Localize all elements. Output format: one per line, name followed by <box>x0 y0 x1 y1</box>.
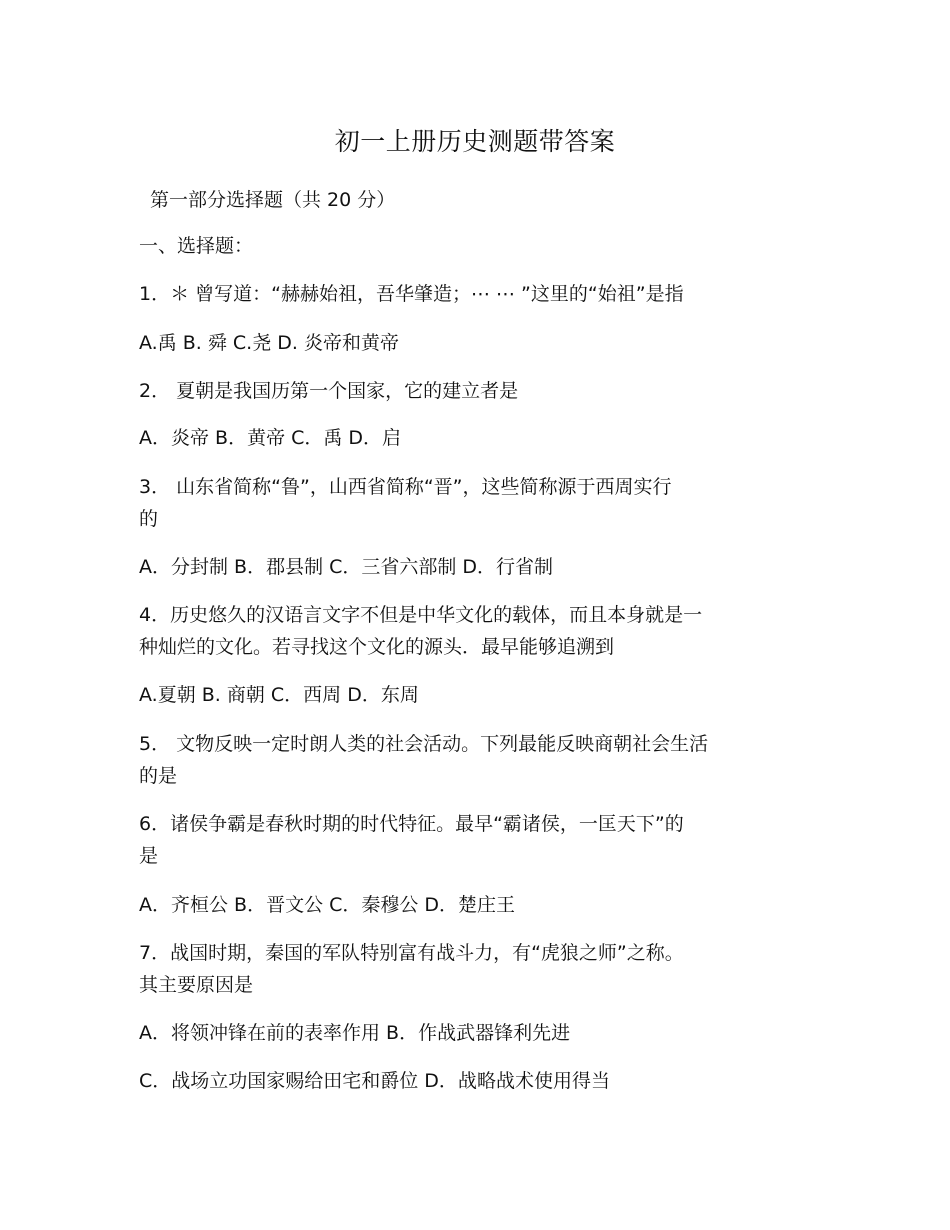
question-1: 1．＊ 曾写道：“赫赫始祖，吾华肇造；⋯ ⋯ ”这里的“始祖”是指 <box>139 283 684 305</box>
question-4-options: A.夏朝 B. 商朝 C．西周 D．东周 <box>139 684 419 706</box>
document-title: 初一上册历史测题带答案 <box>334 127 616 156</box>
question-7-cont: 其主要原因是 <box>139 974 254 996</box>
question-3: 3． 山东省简称“鲁”，山西省简称“晋”，这些简称源于西周实行 <box>139 476 672 498</box>
question-3-options: A．分封制 B．郡县制 C．三省六部制 D．行省制 <box>139 556 554 578</box>
question-3-cont: 的 <box>139 508 159 530</box>
section-heading: 第一部分选择题（共 20 分） <box>150 189 396 211</box>
question-type-heading: 一、选择题： <box>139 235 254 257</box>
question-6-cont: 是 <box>139 845 159 867</box>
question-7-options-ab: A．将领冲锋在前的表率作用 B．作战武器锋利先进 <box>139 1022 571 1044</box>
question-4: 4．历史悠久的汉语言文字不但是中华文化的载体，而且本身就是一 <box>139 604 703 626</box>
question-4-cont: 种灿烂的文化。若寻找这个文化的源头．最早能够追溯到 <box>139 636 615 658</box>
question-2: 2． 夏朝是我国历第一个国家，它的建立者是 <box>139 380 519 402</box>
question-1-options: A.禹 B. 舜 C.尧 D. 炎帝和黄帝 <box>139 332 399 354</box>
question-2-options: A．炎帝 B．黄帝 C．禹 D．启 <box>139 427 402 449</box>
question-7-options-cd: C．战场立功国家赐给田宅和爵位 D．战略战术使用得当 <box>139 1070 610 1092</box>
question-5-cont: 的是 <box>139 765 178 787</box>
question-6-options: A．齐桓公 B．晋文公 C．秦穆公 D．楚庄王 <box>139 894 516 916</box>
question-6: 6．诸侯争霸是春秋时期的时代特征。最早“霸诸侯，一匡天下”的 <box>139 813 684 835</box>
question-7: 7．战国时期，秦国的军队特别富有战斗力，有“虎狼之师”之称。 <box>139 942 684 964</box>
question-5: 5． 文物反映一定时朗人类的社会活动。下列最能反映商朝社会生活 <box>139 733 709 755</box>
